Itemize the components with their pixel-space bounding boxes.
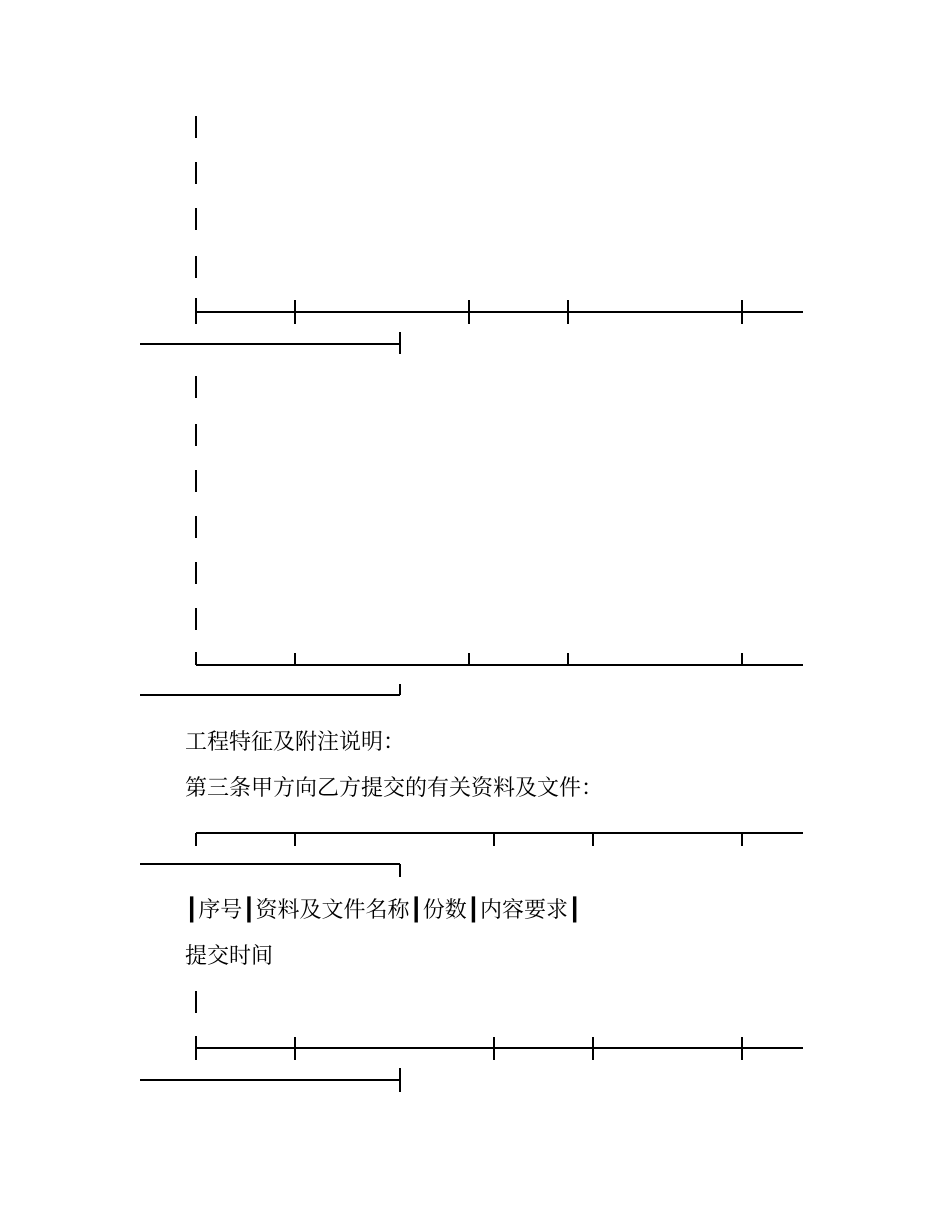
table-header-row: ┃序号┃资料及文件名称┃份数┃内容要求┃: [185, 898, 582, 923]
lower-table-separator: [140, 1036, 803, 1092]
article-three-paragraph: 第三条甲方向乙方提交的有关资料及文件：: [185, 776, 604, 801]
table-header-continuation: 提交时间: [185, 944, 274, 969]
upper-table-separator: [140, 298, 803, 354]
engineering-note-paragraph: 工程特征及附注说明：: [185, 730, 406, 755]
lower-table-top-border: [140, 833, 803, 877]
middle-table-bottom-border: [140, 652, 803, 695]
